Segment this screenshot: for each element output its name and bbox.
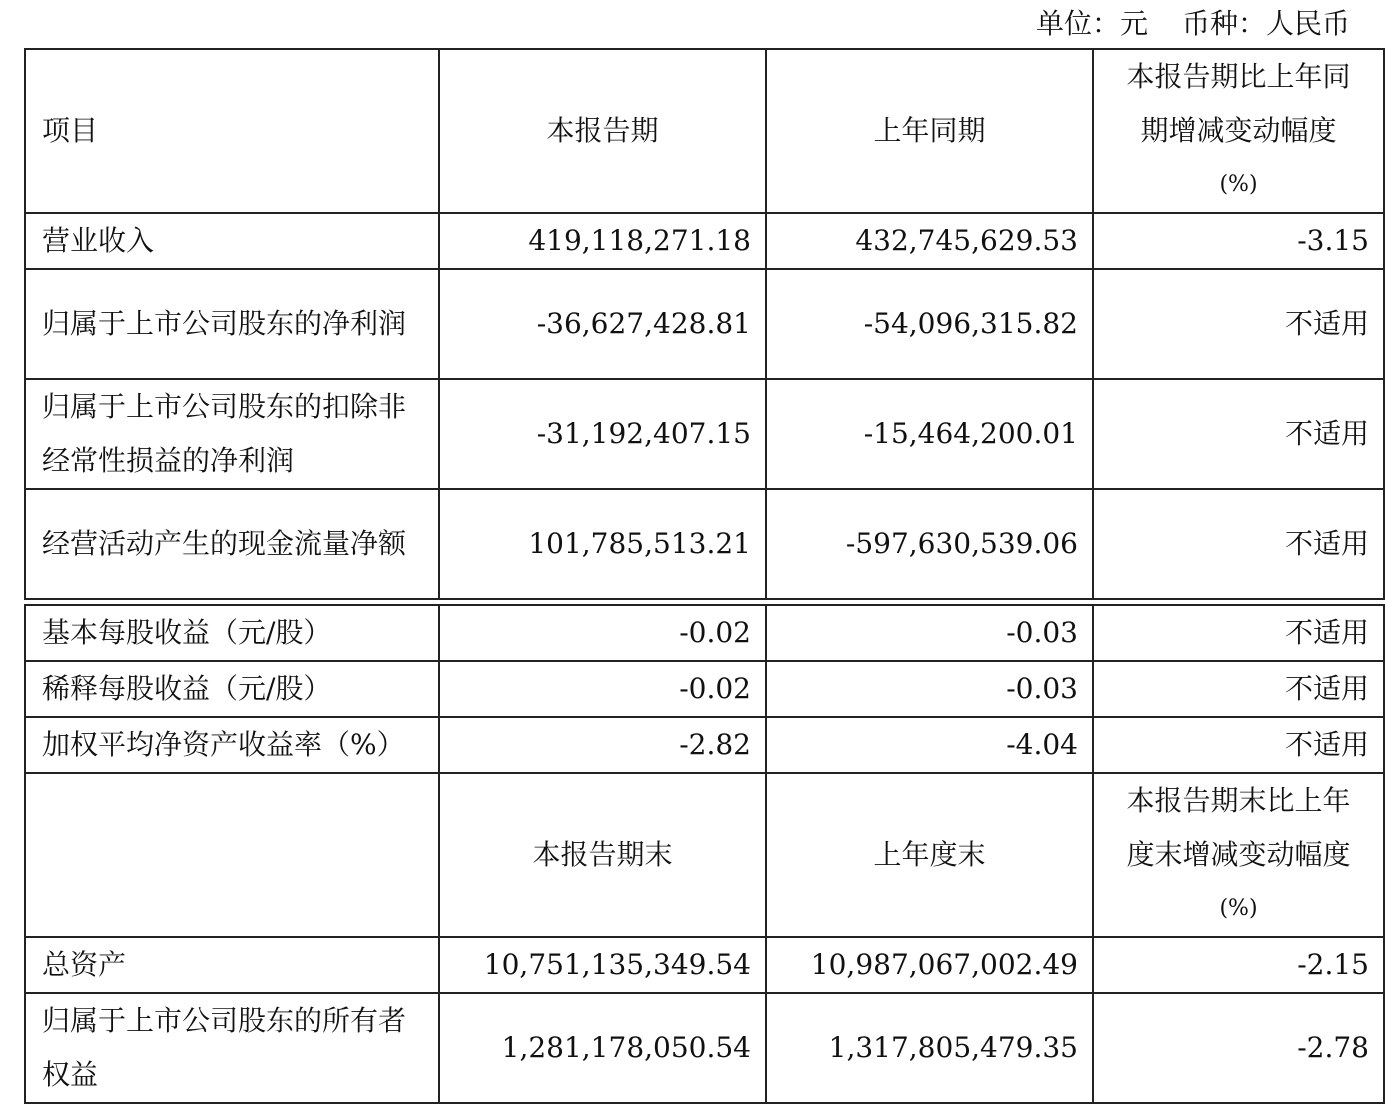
header-change-line3: (%)	[1219, 172, 1258, 197]
header-change-percent	[1093, 49, 1384, 213]
row-prior-value: 1,317,805,479.35	[766, 993, 1093, 1103]
row-label: 营业收入	[25, 213, 439, 269]
row-current-value: -2.82	[439, 717, 766, 773]
table-header-row	[25, 773, 1384, 937]
currency-label: 币种：人民币	[1181, 7, 1350, 40]
header-item	[25, 773, 439, 937]
row-change-value: -2.15	[1093, 937, 1384, 993]
row-current-value: -31,192,407.15	[439, 379, 766, 489]
table-row	[25, 213, 1384, 269]
row-current-value: -36,627,428.81	[439, 269, 766, 379]
header-period-end: 本报告期末	[439, 773, 766, 937]
header-item: 项目	[25, 49, 439, 213]
row-label: 稀释每股收益（元/股）	[25, 661, 439, 717]
header-change-line1: 本报告期末比上年	[1126, 784, 1351, 817]
row-prior-value: -597,630,539.06	[766, 489, 1093, 599]
row-current-value: 10,751,135,349.54	[439, 937, 766, 993]
row-change-value: 不适用	[1093, 605, 1384, 661]
header-change-line2: 期增减变动幅度	[1140, 114, 1337, 147]
table-row	[25, 605, 1384, 661]
row-prior-value: -0.03	[766, 605, 1093, 661]
row-change-value: 不适用	[1093, 661, 1384, 717]
row-label: 经营活动产生的现金流量净额	[25, 489, 439, 599]
table-row	[25, 269, 1384, 379]
header-change-percent	[1093, 773, 1384, 937]
row-label: 归属于上市公司股东的净利润	[25, 269, 439, 379]
row-current-value: 101,785,513.21	[439, 489, 766, 599]
table-row	[25, 993, 1384, 1103]
row-label: 归属于上市公司股东的所有者权益	[25, 993, 439, 1103]
table-row	[25, 661, 1384, 717]
row-label: 基本每股收益（元/股）	[25, 605, 439, 661]
row-prior-value: -15,464,200.01	[766, 379, 1093, 489]
row-current-value: -0.02	[439, 661, 766, 717]
header-change-line1: 本报告期比上年同	[1126, 60, 1351, 93]
row-prior-value: 432,745,629.53	[766, 213, 1093, 269]
header-current-period: 本报告期	[439, 49, 766, 213]
row-label: 总资产	[25, 937, 439, 993]
row-change-value: -3.15	[1093, 213, 1384, 269]
row-current-value: -0.02	[439, 605, 766, 661]
table-row	[25, 937, 1384, 993]
row-prior-value: -4.04	[766, 717, 1093, 773]
header-change-line2: 度末增减变动幅度	[1126, 838, 1351, 871]
row-current-value: 419,118,271.18	[439, 213, 766, 269]
unit-label: 单位：元	[1035, 7, 1148, 40]
header-change-line3: (%)	[1219, 896, 1258, 921]
row-change-value: 不适用	[1093, 489, 1384, 599]
row-change-value: 不适用	[1093, 379, 1384, 489]
unit-currency-note	[1036, 4, 1350, 44]
row-current-value: 1,281,178,050.54	[439, 993, 766, 1103]
row-prior-value: -0.03	[766, 661, 1093, 717]
row-label: 归属于上市公司股东的扣除非经常性损益的净利润	[25, 379, 439, 489]
header-prior-period: 上年同期	[766, 49, 1093, 213]
table-header-row	[25, 49, 1384, 213]
per-share-and-balance-table	[24, 604, 1385, 1104]
header-prior-year-end: 上年度末	[766, 773, 1093, 937]
table-row	[25, 717, 1384, 773]
row-change-value: 不适用	[1093, 269, 1384, 379]
row-prior-value: 10,987,067,002.49	[766, 937, 1093, 993]
row-prior-value: -54,096,315.82	[766, 269, 1093, 379]
table-row	[25, 379, 1384, 489]
row-label: 加权平均净资产收益率（%）	[25, 717, 439, 773]
main-financial-data-table	[24, 48, 1385, 600]
row-change-value: 不适用	[1093, 717, 1384, 773]
row-change-value: -2.78	[1093, 993, 1384, 1103]
table-row	[25, 489, 1384, 599]
